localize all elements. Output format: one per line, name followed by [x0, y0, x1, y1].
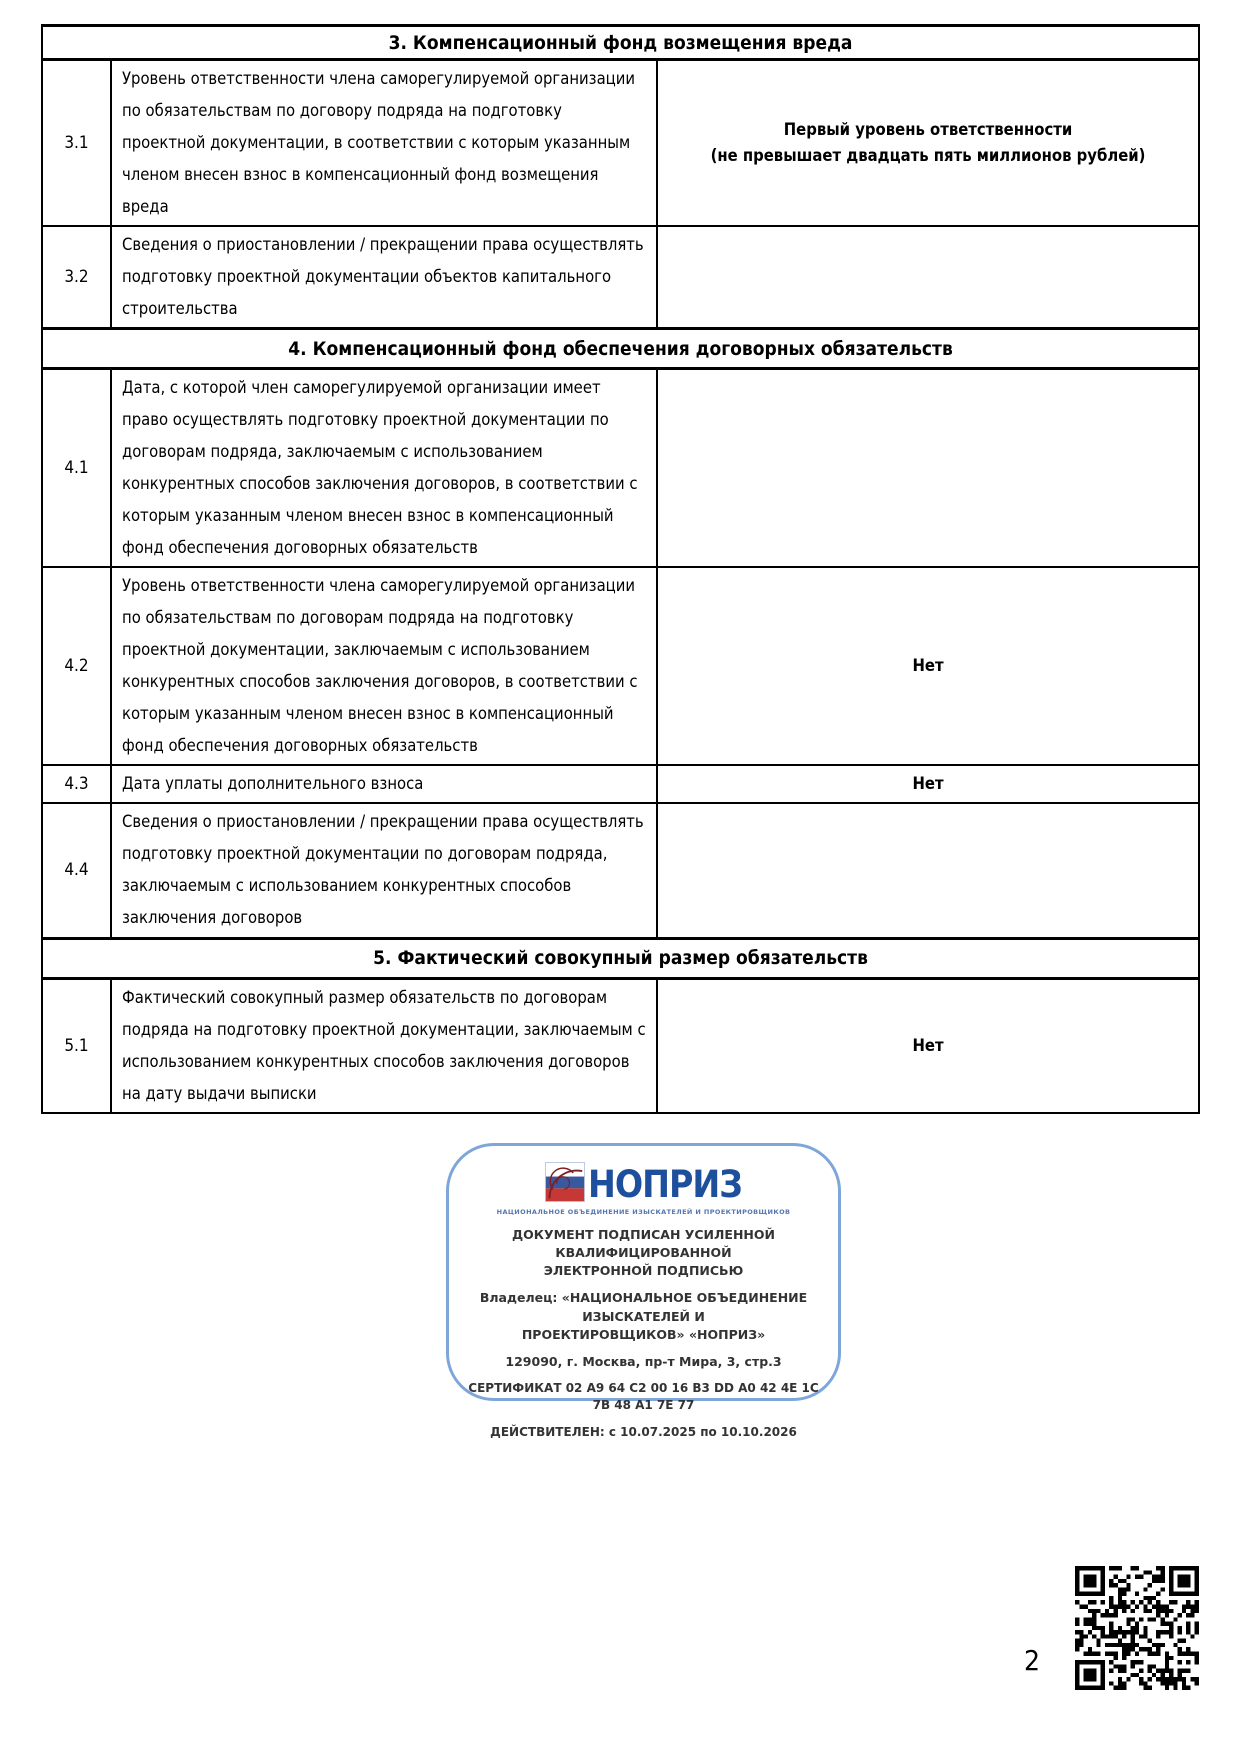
row-value: Нет [657, 978, 1199, 1113]
section-header-row [42, 329, 1199, 369]
row-number: 3.1 [42, 60, 111, 227]
row-value-line: Первый уровень ответственности [783, 120, 1073, 139]
table-row [42, 60, 1199, 227]
table-row [42, 978, 1199, 1113]
row-value [657, 803, 1199, 938]
row-number: 5.1 [42, 978, 111, 1113]
table-row [42, 226, 1199, 329]
row-value [657, 369, 1199, 568]
table-row [42, 369, 1199, 568]
table-row [42, 803, 1199, 938]
stamp-signed-text: ДОКУМЕНТ ПОДПИСАН УСИЛЕННОЙ КВАЛИФИЦИРОВАННОЙ [512, 1227, 775, 1261]
page-number: 2 [1024, 1644, 1041, 1677]
row-number: 4.1 [42, 369, 111, 568]
digital-signature-stamp [446, 1143, 841, 1439]
stamp-address: 129090, г. Москва, пр-т Мира, 3, стр.3 [505, 1353, 782, 1369]
table-row [42, 765, 1199, 803]
table-row [42, 567, 1199, 765]
member-extract-table [41, 24, 1200, 1114]
nopriz-flag-icon [545, 1162, 585, 1206]
section-title: 4. Компенсационный фонд обеспечения договорных обязательств [42, 329, 1199, 369]
row-label: Дата уплаты дополнительного взноса [111, 765, 657, 803]
row-number: 4.4 [42, 803, 111, 938]
section-header-row [42, 938, 1199, 978]
row-number: 4.2 [42, 567, 111, 765]
section-header-row [42, 26, 1199, 60]
row-value [657, 226, 1199, 329]
section-title: 3. Компенсационный фонд возмещения вреда [42, 26, 1199, 60]
stamp-owner-text: ПРОЕКТИРОВЩИКОВ» «НОПРИЗ» [521, 1326, 766, 1342]
row-number: 4.3 [42, 765, 111, 803]
row-label: Сведения о приостановлении / прекращении права осуществлять подготовку проектной документации по договорам подряда, заключаемым с использованием конкурентных способов заключения договоров [111, 803, 657, 938]
row-number: 3.2 [42, 226, 111, 329]
row-label: Фактический совокупный размер обязательств по договорам подряда на подготовку проектной документации, заключаемым с использованием конкурентных способов заключения договоров на дату выдачи выписки [111, 978, 657, 1113]
section-title: 5. Фактический совокупный размер обязательств [42, 938, 1199, 978]
row-value: Нет [657, 765, 1199, 803]
nopriz-logo-tagline: НАЦИОНАЛЬНОЕ ОБЪЕДИНЕНИЕ ИЗЫСКАТЕЛЕЙ И ПРОЕКТИРОВЩИКОВ [496, 1208, 791, 1216]
row-value-line: (не превышает двадцать пять миллионов рублей) [710, 146, 1146, 165]
row-value [657, 60, 1199, 227]
row-label: Сведения о приостановлении / прекращении права осуществлять подготовку проектной документации объектов капитального строительства [111, 226, 657, 329]
row-label: Уровень ответственности члена саморегулируемой организации по обязательствам по договорам подряда на подготовку проектной документации, заключаемым с использованием конкурентных способов заключения договоров, в соответствии с которым указанным членом внесен взнос в компенсационный фонд обеспечения договорных обязательств [111, 567, 657, 765]
qr-code [1075, 1566, 1199, 1690]
row-value: Нет [657, 567, 1199, 765]
row-label: Дата, с которой член саморегулируемой организации имеет право осуществлять подготовку проектной документации по договорам подряда, заключаемым с использованием конкурентных способов заключения договоров, в соответствии с которым указанным членом внесен взнос в компенсационный фонд обеспечения договорных обязательств [111, 369, 657, 568]
stamp-certificate: СЕРТИФИКАТ 02 A9 64 C2 00 16 B3 DD A0 42 4E 1C 7B 48 A1 7E 77 [468, 1380, 819, 1413]
row-label: Уровень ответственности члена саморегулируемой организации по обязательствам по договору подряда на подготовку проектной документации, в соответствии с которым указанным членом внесен взнос в компенсационный фонд возмещения вреда [111, 60, 657, 227]
nopriz-logo [497, 1162, 791, 1216]
nopriz-logo-text: НОПРИЗ [588, 1162, 742, 1206]
stamp-signed-text: ЭЛЕКТРОННОЙ ПОДПИСЬЮ [543, 1263, 744, 1279]
stamp-owner-text: Владелец: «НАЦИОНАЛЬНОЕ ОБЪЕДИНЕНИЕ ИЗЫСКАТЕЛЕЙ И [479, 1290, 808, 1324]
stamp-validity: ДЕЙСТВИТЕЛЕН: с 10.07.2025 по 10.10.2026 [490, 1424, 797, 1439]
